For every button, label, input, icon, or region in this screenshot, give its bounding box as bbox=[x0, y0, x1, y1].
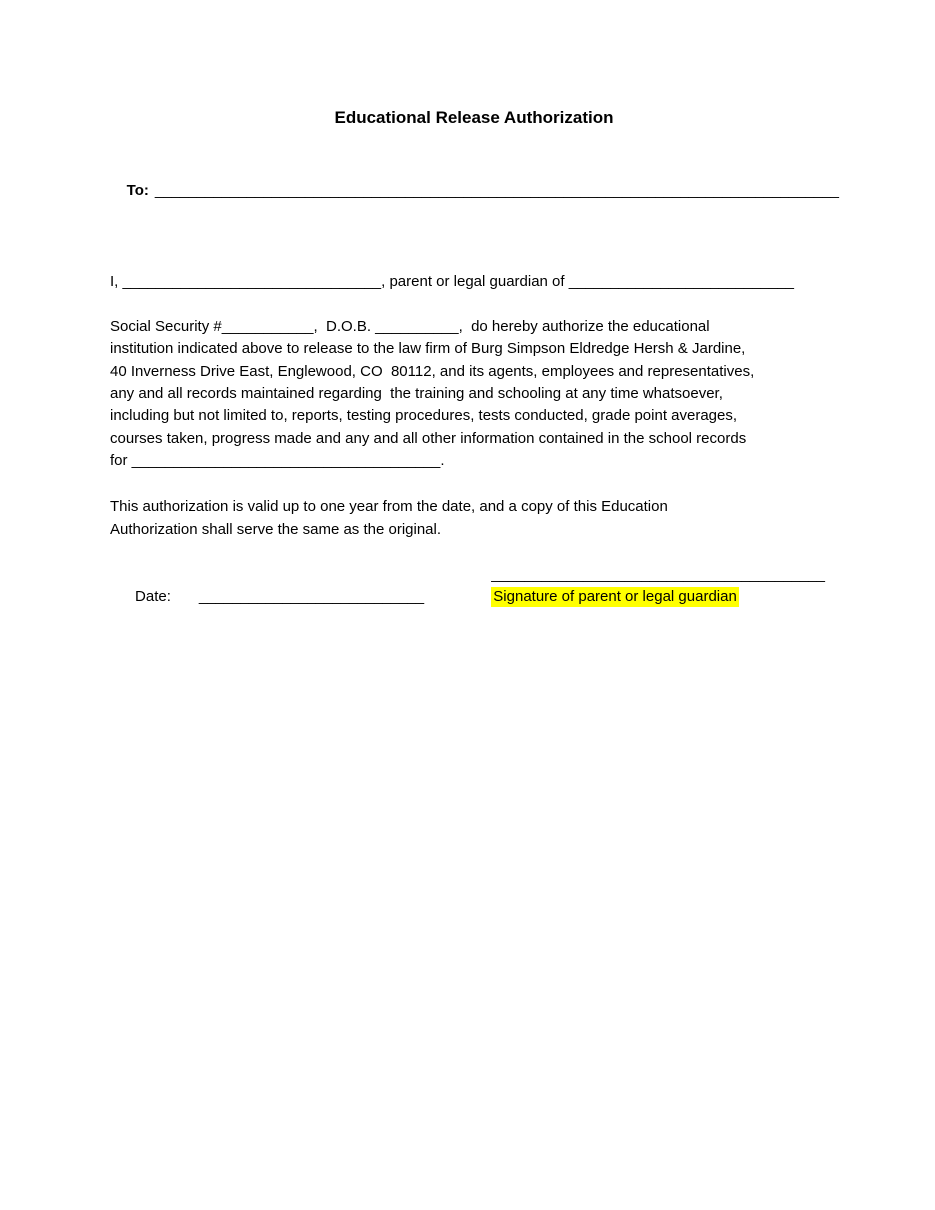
paragraph-line: 40 Inverness Drive East, Englewood, CO 80112, and its agents, employees and representatives, bbox=[110, 362, 755, 380]
authorization-paragraph bbox=[110, 316, 825, 472]
intro-line: I, _______________________________, parent or legal guardian of ___________________________ bbox=[110, 272, 794, 290]
paragraph-line: This authorization is valid up to one year from the date, and a copy of this Education bbox=[110, 498, 668, 516]
date-field-blank[interactable]: ___________________________ bbox=[198, 588, 425, 606]
paragraph-line: any and all records maintained regarding the training and schooling at any time whatsoever, bbox=[110, 385, 723, 403]
signature-block bbox=[491, 564, 825, 609]
paragraph-line: including but not limited to, reports, testing procedures, tests conducted, grade point averages, bbox=[110, 407, 738, 425]
date-line bbox=[110, 564, 424, 631]
paragraph-line: courses taken, progress made and any and all other information contained in the school records bbox=[110, 429, 747, 447]
signature-label-row bbox=[491, 586, 825, 608]
paragraph-line: Social Security #___________, D.O.B. __________, do hereby authorize the educational bbox=[110, 318, 710, 336]
validity-paragraph bbox=[110, 496, 825, 541]
signature-field-blank[interactable]: ________________________________________ bbox=[491, 565, 825, 583]
to-line bbox=[110, 158, 839, 225]
date-signature-row bbox=[110, 564, 825, 631]
signature-label: Signature of parent or legal guardian bbox=[493, 588, 737, 606]
paragraph-line: Authorization shall serve the same as the original. bbox=[110, 520, 442, 538]
paragraph-line: institution indicated above to release to the law firm of Burg Simpson Eldredge Hersh & Jardine, bbox=[110, 340, 746, 358]
date-label: Date: bbox=[135, 588, 171, 606]
for-records-line: for _____________________________________. bbox=[110, 451, 445, 469]
to-field-blank[interactable]: __________________________________________________________________________________ bbox=[154, 182, 839, 200]
to-label: To: bbox=[126, 182, 149, 200]
document-title: Educational Release Authorization bbox=[334, 108, 614, 127]
